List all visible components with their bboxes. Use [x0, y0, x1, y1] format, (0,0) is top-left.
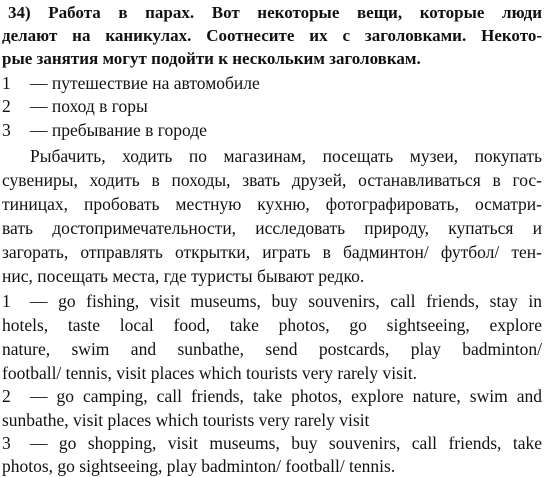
heading-text-2: — поход в горы [30, 96, 148, 116]
exercise-title-line-3: рые занятия могут подойти к нескольким заголовкам. [2, 49, 421, 68]
heading-number-3: 3 [2, 120, 11, 140]
answer-2-line-2: sunbathe, visit places which tourists very rarely visit [2, 410, 370, 430]
heading-text-3: — пребывание в городе [30, 120, 207, 140]
answer-1-line-2: hotels, taste local food, take photos, go sightseeing, explore [2, 315, 542, 335]
answer-3-line-1: — go shopping, visit museums, buy souvenirs, call friends, take [30, 433, 542, 453]
activities-line-4: вать достопримечательности, исследовать природу, купаться и [2, 218, 542, 238]
exercise-title-line-2: делают на каникулах. Соотнесите их с заголовками. Некото- [2, 26, 542, 45]
answer-1-line-4: football/ tennis, visit places which tourists very rarely visit. [2, 363, 418, 383]
activities-line-5: загорать, отправлять открытки, играть в бадминтон/ футбол/ тен- [2, 242, 542, 262]
exercise-title-line-1: 34) Работа в парах. Вот некоторые вещи, которые люди [8, 3, 542, 22]
activities-line-2: сувениры, ходить в походы, звать друзей, останавливаться в гос- [2, 170, 542, 190]
heading-text-1: — путешествие на автомобиле [30, 73, 260, 93]
answer-2-line-1: — go camping, call friends, take photos, explore nature, swim and [30, 386, 542, 406]
answer-number-1: 1 [2, 291, 11, 311]
activities-line-1: Рыбачить, ходить по магазинам, посещать музеи, покупать [30, 146, 542, 166]
activities-line-6: нис, посещать места, где туристы бывают редко. [2, 266, 365, 286]
activities-line-3: тиницах, пробовать местную кухню, фотографировать, осматри- [2, 194, 542, 214]
answer-number-3: 3 [2, 433, 11, 453]
answer-1-line-1: — go fishing, visit museums, buy souvenirs, call friends, stay in [30, 291, 542, 311]
answer-3-line-2: photos, go sightseeing, play badminton/ football/ tennis. [2, 456, 396, 476]
answer-number-2: 2 [2, 386, 11, 406]
heading-number-1: 1 [2, 73, 11, 93]
answer-1-line-3: nature, swim and sunbathe, send postcards, play badminton/ [2, 339, 542, 359]
heading-number-2: 2 [2, 96, 11, 116]
